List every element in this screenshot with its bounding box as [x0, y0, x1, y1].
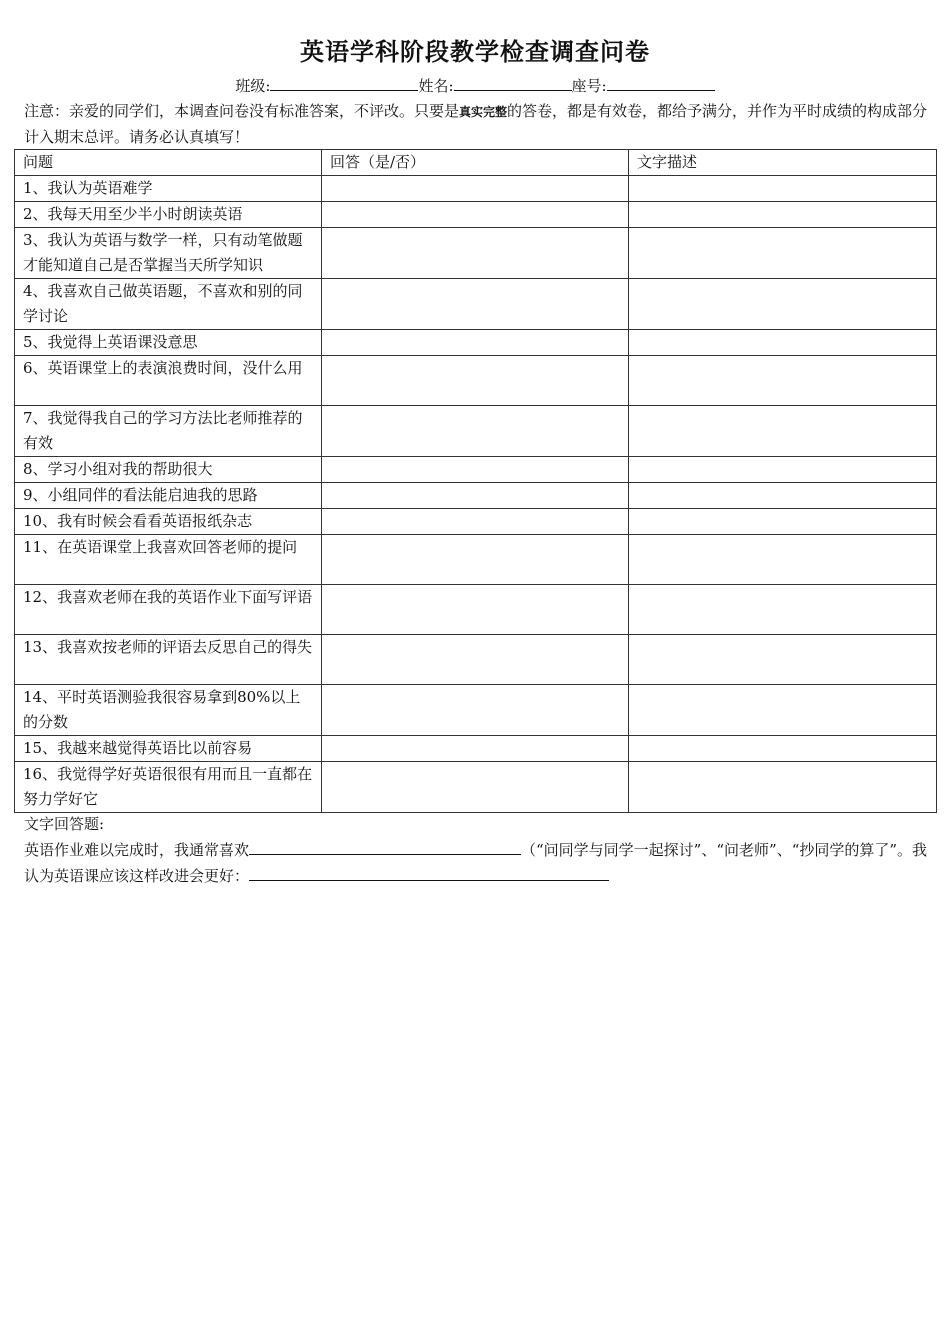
table-row: [15, 356, 937, 406]
question-cell: 11、在英语课堂上我喜欢回答老师的提问: [15, 535, 322, 585]
table-row: [15, 736, 937, 762]
header-question: 问题: [15, 150, 322, 176]
table-row: [15, 202, 937, 228]
table-row: [15, 762, 937, 813]
answer-cell[interactable]: [322, 228, 629, 279]
class-blank[interactable]: [270, 76, 418, 91]
description-cell[interactable]: [629, 330, 937, 356]
answer-cell[interactable]: [322, 406, 629, 457]
name-label: 姓名:: [418, 77, 454, 95]
answer-cell[interactable]: [322, 457, 629, 483]
answer-cell[interactable]: [322, 509, 629, 535]
table-row: [15, 279, 937, 330]
text-question-1-options: （“问同学与同学一起探讨”、“问老师”、“抄同学的算了”。我认为英语课应该这样改进会更好：: [24, 841, 928, 885]
name-blank[interactable]: [454, 76, 572, 91]
table-row: [15, 406, 937, 457]
description-cell[interactable]: [629, 356, 937, 406]
table-header-row: [15, 150, 937, 176]
description-cell[interactable]: [629, 483, 937, 509]
answer-cell[interactable]: [322, 176, 629, 202]
description-cell[interactable]: [629, 176, 937, 202]
description-cell[interactable]: [629, 635, 937, 685]
header-answer: 回答（是/否）: [322, 150, 629, 176]
description-cell[interactable]: [629, 509, 937, 535]
seat-blank[interactable]: [607, 76, 715, 91]
answer-cell[interactable]: [322, 685, 629, 736]
table-row: [15, 585, 937, 635]
table-row: [15, 176, 937, 202]
table-row: [15, 457, 937, 483]
seat-label: 座号:: [571, 77, 607, 95]
description-cell[interactable]: [629, 279, 937, 330]
question-cell: 3、我认为英语与数学一样，只有动笔做题才能知道自己是否掌握当天所学知识: [15, 228, 322, 279]
description-cell[interactable]: [629, 406, 937, 457]
question-cell: 7、我觉得我自己的学习方法比老师推荐的有效: [15, 406, 322, 457]
question-cell: 4、我喜欢自己做英语题，不喜欢和别的同学讨论: [15, 279, 322, 330]
question-cell: 9、小组同伴的看法能启迪我的思路: [15, 483, 322, 509]
question-cell: 13、我喜欢按老师的评语去反思自己的得失: [15, 635, 322, 685]
description-cell[interactable]: [629, 585, 937, 635]
header-description: 文字描述: [629, 150, 937, 176]
notice-emphasis: 真实完整: [459, 105, 508, 119]
answer-cell[interactable]: [322, 202, 629, 228]
notice-text-after: 的答卷，都是有效卷，都给予满分，并作为平时成绩的构成部分计入期末总评。请务必认真填写！: [24, 102, 928, 146]
description-cell[interactable]: [629, 228, 937, 279]
table-row: [15, 685, 937, 736]
answer-cell[interactable]: [322, 535, 629, 585]
question-cell: 5、我觉得上英语课没意思: [15, 330, 322, 356]
description-cell[interactable]: [629, 535, 937, 585]
table-row: [15, 483, 937, 509]
class-label: 班级:: [235, 77, 271, 95]
page-title: 英语学科阶段教学检查调查问卷: [300, 37, 650, 66]
question-cell: 10、我有时候会看看英语报纸杂志: [15, 509, 322, 535]
text-questions-heading: 文字回答题:: [24, 815, 105, 833]
question-cell: 14、平时英语测验我很容易拿到80%以上的分数: [15, 685, 322, 736]
text-question-2-blank[interactable]: [249, 864, 609, 881]
text-question-1-blank[interactable]: [249, 838, 521, 855]
answer-cell[interactable]: [322, 762, 629, 813]
answer-cell[interactable]: [322, 279, 629, 330]
question-cell: 8、学习小组对我的帮助很大: [15, 457, 322, 483]
table-row: [15, 228, 937, 279]
notice-text-before: 注意：亲爱的同学们，本调查问卷没有标准答案，不评改。只要是: [24, 102, 460, 120]
description-cell[interactable]: [629, 736, 937, 762]
answer-cell[interactable]: [322, 585, 629, 635]
text-question-1: [24, 837, 934, 889]
description-cell[interactable]: [629, 457, 937, 483]
description-cell[interactable]: [629, 202, 937, 228]
answer-cell[interactable]: [322, 635, 629, 685]
notice-paragraph: [24, 99, 934, 150]
text-question-1-prompt: 英语作业难以完成时，我通常喜欢: [24, 841, 250, 859]
answer-cell[interactable]: [322, 330, 629, 356]
table-row: [15, 330, 937, 356]
table-row: [15, 509, 937, 535]
question-cell: 15、我越来越觉得英语比以前容易: [15, 736, 322, 762]
table-row: [15, 635, 937, 685]
text-questions-section: [24, 811, 934, 889]
description-cell[interactable]: [629, 762, 937, 813]
question-cell: 16、我觉得学好英语很很有用而且一直都在努力学好它: [15, 762, 322, 813]
answer-cell[interactable]: [322, 483, 629, 509]
survey-table: [14, 149, 937, 813]
answer-cell[interactable]: [322, 356, 629, 406]
table-row: [15, 535, 937, 585]
question-cell: 6、英语课堂上的表演浪费时间，没什么用: [15, 356, 322, 406]
answer-cell[interactable]: [322, 736, 629, 762]
description-cell[interactable]: [629, 685, 937, 736]
question-cell: 12、我喜欢老师在我的英语作业下面写评语: [15, 585, 322, 635]
question-cell: 1、我认为英语难学: [15, 176, 322, 202]
student-info-line: [0, 75, 950, 96]
question-cell: 2、我每天用至少半小时朗读英语: [15, 202, 322, 228]
